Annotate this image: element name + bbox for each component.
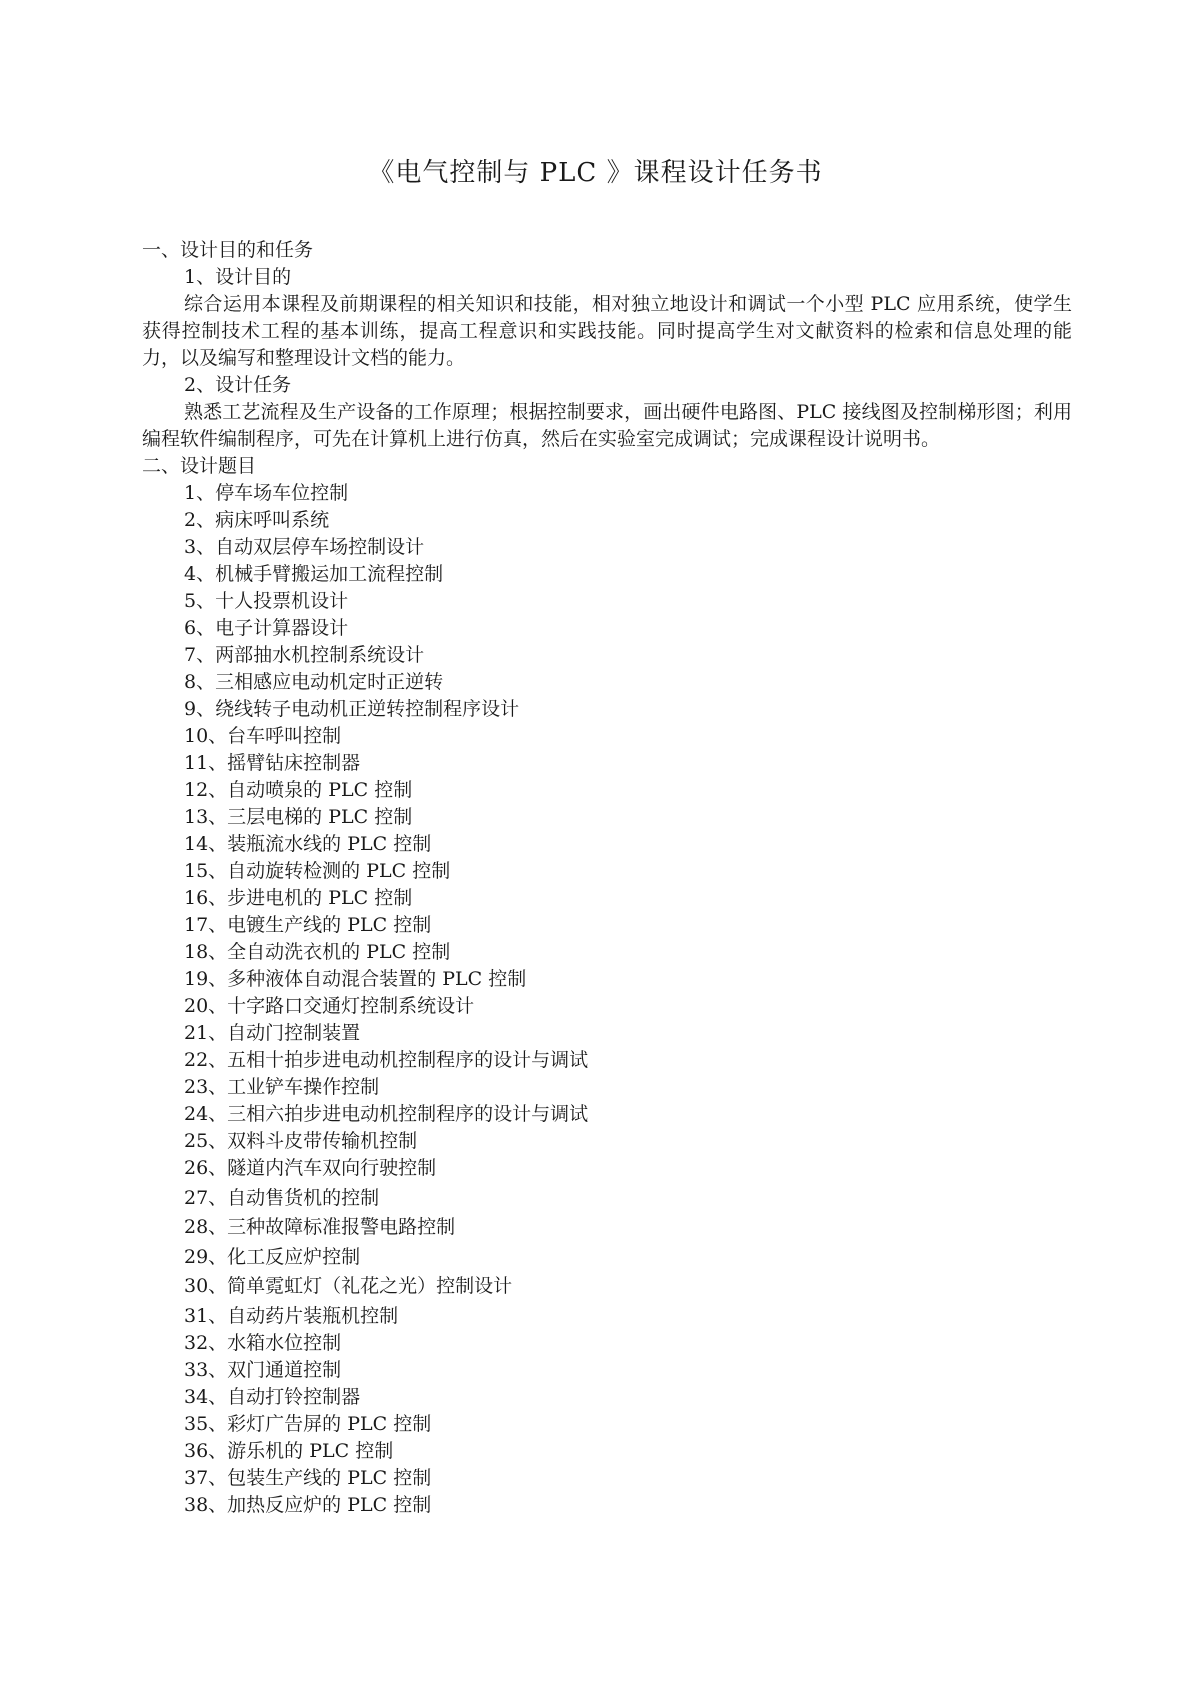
design-purpose-heading: 1、设计目的: [184, 266, 292, 288]
topic-item: 36、游乐机的 PLC 控制: [184, 1439, 394, 1462]
topic-item: 20、十字路口交通灯控制系统设计: [184, 995, 475, 1017]
design-task-text: 熟悉工艺流程及生产设备的工作原理；根据控制要求，画出硬件电路图、PLC 接线图及控制梯形图；利用编程软件编制程序，可先在计算机上进行仿真，然后在实验室完成调试；完成课程设计说明书。: [142, 401, 1072, 450]
topic-item: 34、自动打铃控制器: [184, 1385, 361, 1408]
topic-item: 35、彩灯广告屏的 PLC 控制: [184, 1412, 432, 1435]
topic-item: 21、自动门控制装置: [184, 1022, 361, 1044]
topic-item: 9、绕线转子电动机正逆转控制程序设计: [184, 698, 520, 720]
design-purpose-text: 综合运用本课程及前期课程的相关知识和技能，相对独立地设计和调试一个小型 PLC 应用系统，使学生获得控制技术工程的基本训练，提高工程意识和实践技能。同时提高学生对文献资料的检索和信息处理的能力，以及编写和整理设计文档的能力。: [142, 293, 1072, 369]
topic-item: 11、摇臂钻床控制器: [184, 752, 361, 774]
topic-list: [142, 480, 1072, 1519]
topic-item: 18、全自动洗衣机的 PLC 控制: [184, 941, 451, 963]
topic-item: 13、三层电梯的 PLC 控制: [184, 806, 413, 828]
topic-item: 17、电镀生产线的 PLC 控制: [184, 914, 432, 936]
topic-item: 3、自动双层停车场控制设计: [184, 536, 425, 558]
topic-item: 10、台车呼叫控制: [184, 725, 342, 747]
topic-item: 27、自动售货机的控制: [184, 1186, 380, 1209]
topic-item: 22、五相十拍步进电动机控制程序的设计与调试: [184, 1049, 589, 1071]
section1-heading: 一、设计目的和任务: [142, 239, 314, 261]
topic-item: 2、病床呼叫系统: [184, 509, 330, 531]
topic-item: 8、三相感应电动机定时正逆转: [184, 671, 444, 693]
topic-item: 37、包装生产线的 PLC 控制: [184, 1466, 432, 1489]
document-title: 《电气控制与 PLC 》课程设计任务书: [368, 158, 823, 188]
document-body: [142, 237, 1072, 1519]
topic-item: 31、自动药片装瓶机控制: [184, 1304, 399, 1327]
topic-item: 24、三相六拍步进电动机控制程序的设计与调试: [184, 1103, 589, 1125]
topic-item: 26、隧道内汽车双向行驶控制: [184, 1157, 437, 1179]
topic-item: 19、多种液体自动混合装置的 PLC 控制: [184, 968, 527, 990]
topic-item: 16、步进电机的 PLC 控制: [184, 887, 413, 909]
topic-item: 29、化工反应炉控制: [184, 1245, 361, 1268]
topic-item: 12、自动喷泉的 PLC 控制: [184, 779, 413, 801]
topic-item: 1、停车场车位控制: [184, 482, 349, 504]
topic-item: 5、十人投票机设计: [184, 590, 349, 612]
topic-item: 4、机械手臂搬运加工流程控制: [184, 563, 444, 585]
topic-item: 30、简单霓虹灯（礼花之光）控制设计: [184, 1275, 513, 1297]
topic-item: 32、水箱水位控制: [184, 1331, 342, 1354]
topic-item: 25、双料斗皮带传输机控制: [184, 1130, 418, 1152]
topic-item: 14、装瓶流水线的 PLC 控制: [184, 833, 432, 855]
topic-item: 6、电子计算器设计: [184, 617, 349, 639]
topic-item: 28、三种故障标准报警电路控制: [184, 1216, 456, 1238]
topic-item: 23、工业铲车操作控制: [184, 1076, 380, 1098]
topic-item: 7、两部抽水机控制系统设计: [184, 644, 425, 666]
design-task-heading: 2、设计任务: [184, 374, 292, 396]
section2-heading: 二、设计题目: [142, 455, 257, 477]
topic-item: 33、双门通道控制: [184, 1358, 342, 1381]
topic-item: 38、加热反应炉的 PLC 控制: [184, 1493, 432, 1516]
topic-item: 15、自动旋转检测的 PLC 控制: [184, 860, 451, 882]
